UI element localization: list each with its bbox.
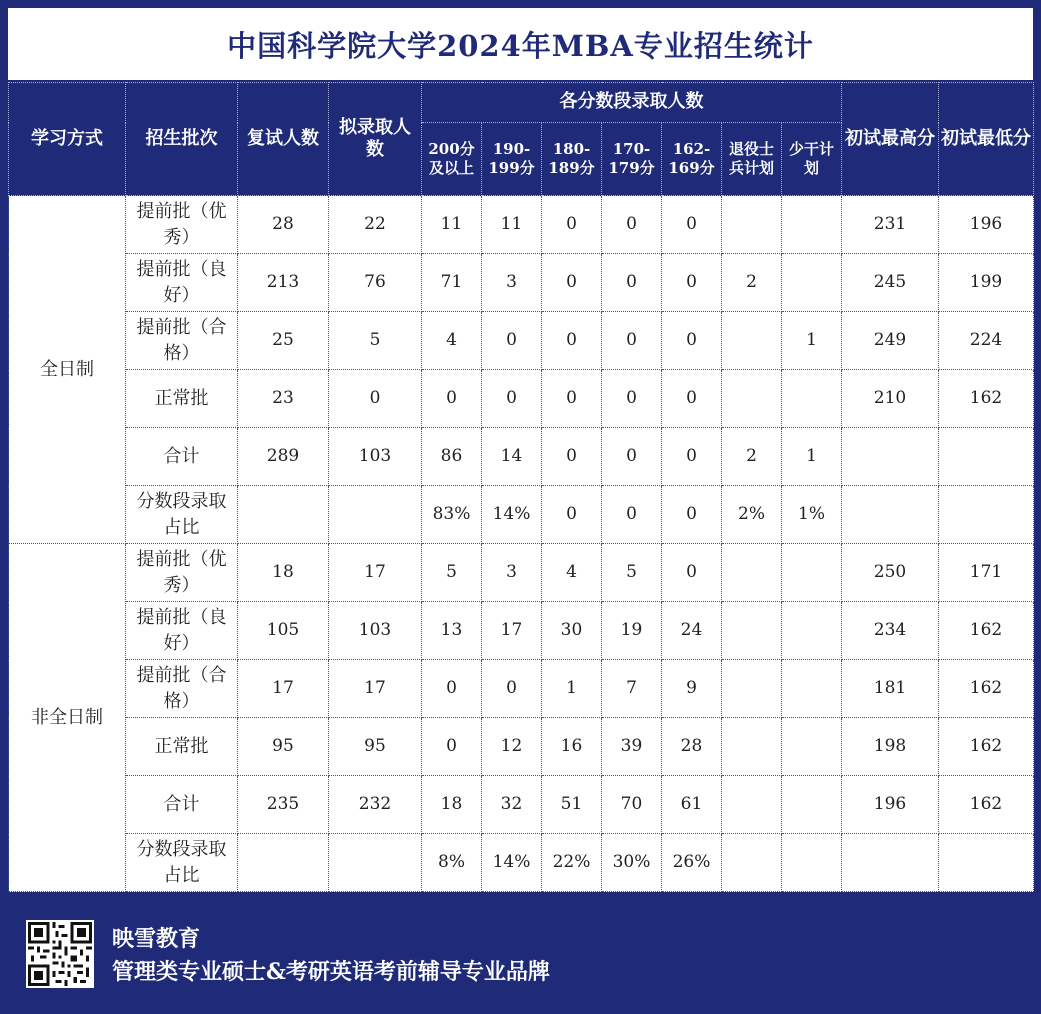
table-row — [9, 834, 1034, 892]
s162-cell: 9 — [662, 660, 722, 718]
brand-name: 映雪教育 — [112, 926, 201, 952]
minority-cell — [782, 254, 842, 312]
s200-cell: 4 — [422, 312, 482, 370]
batch-cell: 提前批（良好） — [126, 254, 238, 312]
retest-cell: 95 — [238, 718, 329, 776]
s180-cell: 1 — [542, 660, 602, 718]
minority-cell — [782, 718, 842, 776]
header-study-mode: 学习方式 — [9, 83, 126, 196]
s180-cell: 16 — [542, 718, 602, 776]
s170-cell: 0 — [602, 312, 662, 370]
retest-cell: 18 — [238, 544, 329, 602]
s200-cell: 8% — [422, 834, 482, 892]
min-cell: 162 — [939, 660, 1034, 718]
retest-cell: 23 — [238, 370, 329, 428]
minority-cell — [782, 660, 842, 718]
max-cell — [842, 834, 939, 892]
veteran-cell: 2 — [722, 428, 782, 486]
veteran-cell — [722, 718, 782, 776]
table-row — [9, 428, 1034, 486]
s162-cell: 0 — [662, 196, 722, 254]
header-range-180: 180-189分 — [542, 123, 602, 196]
retest-cell: 289 — [238, 428, 329, 486]
max-cell: 231 — [842, 196, 939, 254]
max-cell — [842, 486, 939, 544]
max-cell: 198 — [842, 718, 939, 776]
admit-cell: 76 — [329, 254, 422, 312]
min-cell: 162 — [939, 718, 1034, 776]
s200-cell: 0 — [422, 370, 482, 428]
retest-cell: 105 — [238, 602, 329, 660]
veteran-cell: 2 — [722, 254, 782, 312]
s190-cell: 0 — [482, 370, 542, 428]
s180-cell: 51 — [542, 776, 602, 834]
admission-stats-table — [8, 82, 1034, 892]
veteran-cell — [722, 312, 782, 370]
s162-cell: 0 — [662, 254, 722, 312]
max-cell: 245 — [842, 254, 939, 312]
retest-cell: 25 — [238, 312, 329, 370]
retest-cell — [238, 834, 329, 892]
s180-cell: 4 — [542, 544, 602, 602]
table-row — [9, 602, 1034, 660]
veteran-cell — [722, 196, 782, 254]
min-cell: 196 — [939, 196, 1034, 254]
page-title: 中国科学院大学2024年MBA专业招生统计 — [227, 28, 814, 63]
s190-cell: 11 — [482, 196, 542, 254]
minority-cell — [782, 776, 842, 834]
header-max-score: 初试最高分 — [842, 83, 939, 196]
s180-cell: 0 — [542, 428, 602, 486]
veteran-cell — [722, 544, 782, 602]
s190-cell: 0 — [482, 660, 542, 718]
max-cell: 249 — [842, 312, 939, 370]
veteran-cell — [722, 660, 782, 718]
table-row — [9, 718, 1034, 776]
min-cell: 199 — [939, 254, 1034, 312]
batch-cell: 正常批 — [126, 370, 238, 428]
header-range-200: 200分及以上 — [422, 123, 482, 196]
admit-cell: 17 — [329, 660, 422, 718]
retest-cell: 28 — [238, 196, 329, 254]
batch-cell: 提前批（良好） — [126, 602, 238, 660]
title-bar — [8, 8, 1033, 80]
study-mode-fulltime: 全日制 — [9, 196, 126, 544]
s190-cell: 3 — [482, 544, 542, 602]
s170-cell: 0 — [602, 196, 662, 254]
s170-cell: 0 — [602, 254, 662, 312]
s162-cell: 28 — [662, 718, 722, 776]
s190-cell: 3 — [482, 254, 542, 312]
min-cell: 162 — [939, 776, 1034, 834]
s162-cell: 61 — [662, 776, 722, 834]
s180-cell: 0 — [542, 370, 602, 428]
minority-cell: 1% — [782, 486, 842, 544]
max-cell: 181 — [842, 660, 939, 718]
batch-cell: 分数段录取占比 — [126, 486, 238, 544]
minority-cell — [782, 544, 842, 602]
s170-cell: 0 — [602, 370, 662, 428]
s180-cell: 22% — [542, 834, 602, 892]
s190-cell: 32 — [482, 776, 542, 834]
max-cell: 250 — [842, 544, 939, 602]
header-retest: 复试人数 — [238, 83, 329, 196]
admit-cell — [329, 486, 422, 544]
admit-cell: 22 — [329, 196, 422, 254]
veteran-cell: 2% — [722, 486, 782, 544]
s200-cell: 18 — [422, 776, 482, 834]
footer — [0, 900, 1041, 1014]
header-batch: 招生批次 — [126, 83, 238, 196]
s180-cell: 30 — [542, 602, 602, 660]
retest-cell — [238, 486, 329, 544]
admit-cell: 103 — [329, 428, 422, 486]
s170-cell: 7 — [602, 660, 662, 718]
table-row — [9, 544, 1034, 602]
veteran-cell — [722, 602, 782, 660]
header-minority: 少干计划 — [782, 123, 842, 196]
min-cell: 162 — [939, 602, 1034, 660]
table-row — [9, 312, 1034, 370]
admit-cell: 103 — [329, 602, 422, 660]
table-row — [9, 776, 1034, 834]
s170-cell: 5 — [602, 544, 662, 602]
s190-cell: 12 — [482, 718, 542, 776]
minority-cell — [782, 834, 842, 892]
brand-slogan: 管理类专业硕士&考研英语考前辅导专业品牌 — [112, 959, 550, 985]
batch-cell: 提前批（优秀） — [126, 544, 238, 602]
s170-cell: 19 — [602, 602, 662, 660]
batch-cell: 提前批（合格） — [126, 660, 238, 718]
s180-cell: 0 — [542, 196, 602, 254]
s162-cell: 0 — [662, 312, 722, 370]
s180-cell: 0 — [542, 312, 602, 370]
minority-cell — [782, 370, 842, 428]
batch-cell: 合计 — [126, 428, 238, 486]
max-cell: 210 — [842, 370, 939, 428]
s190-cell: 14 — [482, 428, 542, 486]
header-score-group: 各分数段录取人数 — [422, 83, 842, 123]
s170-cell: 39 — [602, 718, 662, 776]
s162-cell: 0 — [662, 370, 722, 428]
table-row — [9, 254, 1034, 312]
batch-cell: 正常批 — [126, 718, 238, 776]
admit-cell: 95 — [329, 718, 422, 776]
minority-cell — [782, 196, 842, 254]
minority-cell: 1 — [782, 428, 842, 486]
max-cell: 196 — [842, 776, 939, 834]
batch-cell: 提前批（优秀） — [126, 196, 238, 254]
s190-cell: 0 — [482, 312, 542, 370]
s162-cell: 24 — [662, 602, 722, 660]
table-row — [9, 660, 1034, 718]
s190-cell: 14% — [482, 834, 542, 892]
header-admit: 拟录取人数 — [329, 83, 422, 196]
min-cell: 171 — [939, 544, 1034, 602]
s190-cell: 14% — [482, 486, 542, 544]
min-cell: 224 — [939, 312, 1034, 370]
veteran-cell — [722, 370, 782, 428]
max-cell: 234 — [842, 602, 939, 660]
study-mode-parttime: 非全日制 — [9, 544, 126, 892]
s162-cell: 0 — [662, 428, 722, 486]
s170-cell: 30% — [602, 834, 662, 892]
veteran-cell — [722, 776, 782, 834]
s162-cell: 0 — [662, 544, 722, 602]
s180-cell: 0 — [542, 254, 602, 312]
retest-cell: 17 — [238, 660, 329, 718]
batch-cell: 提前批（合格） — [126, 312, 238, 370]
s162-cell: 0 — [662, 486, 722, 544]
minority-cell — [782, 602, 842, 660]
s170-cell: 70 — [602, 776, 662, 834]
retest-cell: 235 — [238, 776, 329, 834]
header-range-170: 170-179分 — [602, 123, 662, 196]
s170-cell: 0 — [602, 486, 662, 544]
header-range-190: 190-199分 — [482, 123, 542, 196]
s200-cell: 0 — [422, 660, 482, 718]
table-row — [9, 196, 1034, 254]
qr-code-icon — [26, 920, 94, 988]
header-range-162: 162-169分 — [662, 123, 722, 196]
admit-cell: 232 — [329, 776, 422, 834]
s200-cell: 86 — [422, 428, 482, 486]
admit-cell: 5 — [329, 312, 422, 370]
retest-cell: 213 — [238, 254, 329, 312]
table-row — [9, 486, 1034, 544]
s180-cell: 0 — [542, 486, 602, 544]
admit-cell: 17 — [329, 544, 422, 602]
s200-cell: 0 — [422, 718, 482, 776]
min-cell — [939, 428, 1034, 486]
table-row — [9, 370, 1034, 428]
s200-cell: 11 — [422, 196, 482, 254]
header-min-score: 初试最低分 — [939, 83, 1034, 196]
s200-cell: 71 — [422, 254, 482, 312]
veteran-cell — [722, 834, 782, 892]
min-cell — [939, 486, 1034, 544]
s200-cell: 13 — [422, 602, 482, 660]
admit-cell: 0 — [329, 370, 422, 428]
header-veteran: 退役士兵计划 — [722, 123, 782, 196]
s200-cell: 5 — [422, 544, 482, 602]
s190-cell: 17 — [482, 602, 542, 660]
s200-cell: 83% — [422, 486, 482, 544]
max-cell — [842, 428, 939, 486]
s170-cell: 0 — [602, 428, 662, 486]
s162-cell: 26% — [662, 834, 722, 892]
batch-cell: 合计 — [126, 776, 238, 834]
minority-cell: 1 — [782, 312, 842, 370]
admit-cell — [329, 834, 422, 892]
min-cell — [939, 834, 1034, 892]
min-cell: 162 — [939, 370, 1034, 428]
batch-cell: 分数段录取占比 — [126, 834, 238, 892]
